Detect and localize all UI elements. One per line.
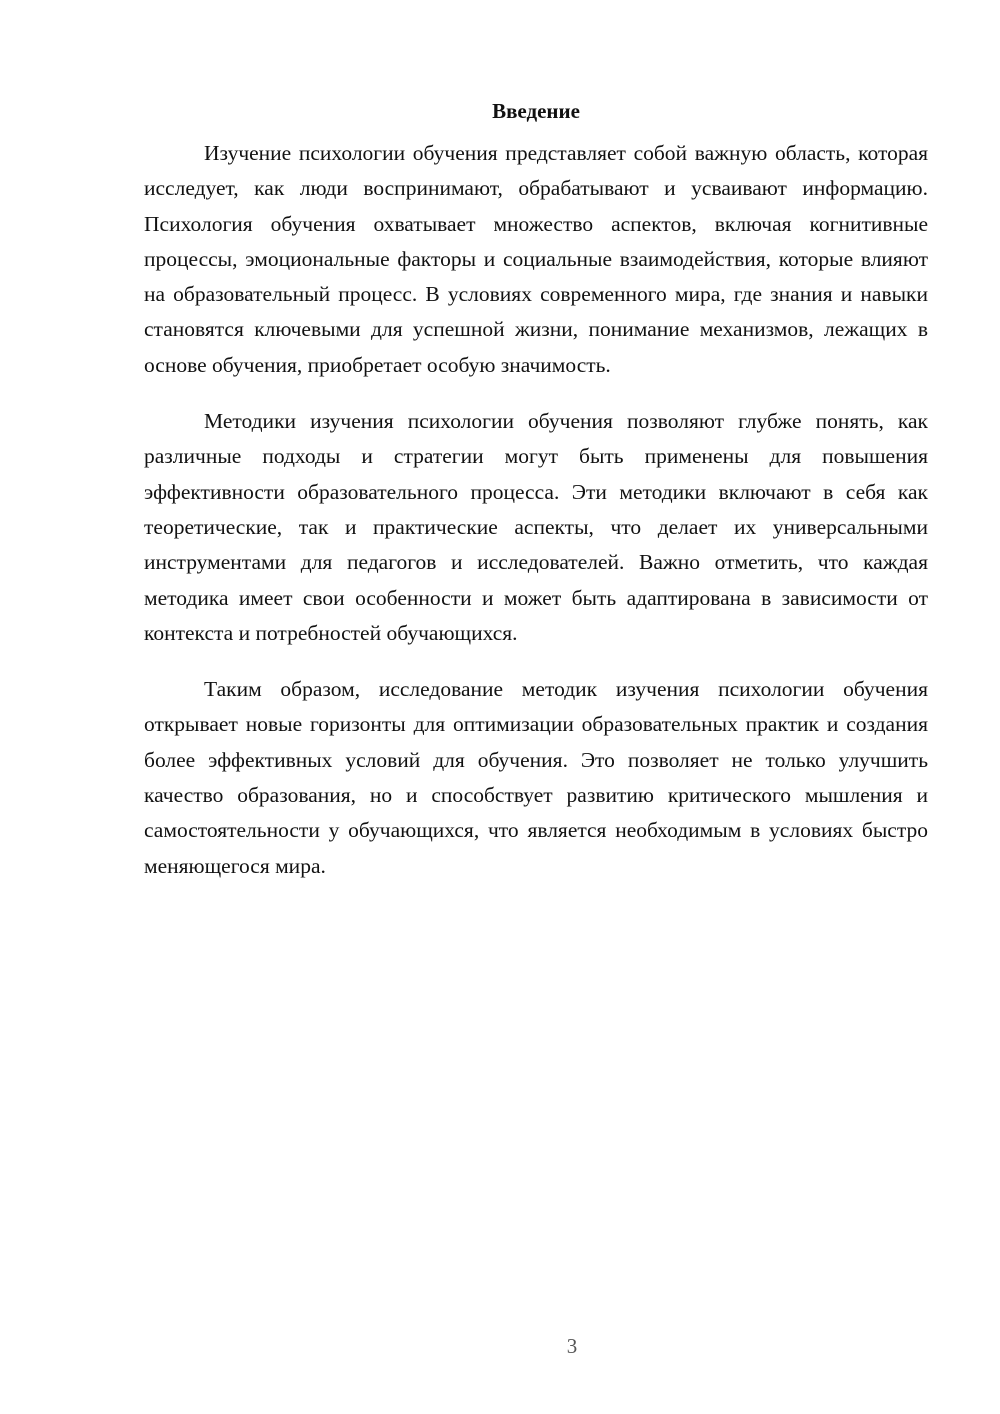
page-number: 3 bbox=[566, 1334, 578, 1358]
paragraph-1: Изучение психологии обучения представляет собой важную область, которая исследует, как люди воспринимают, обрабатывают и усваивают информацию. Психология обучения охватывает множество аспектов, включая когнитивные процессы, эмоциональные факторы и социальные взаимодействия, которые влияют на образовательный процесс. В условиях современного мира, где знания и навыки становятся ключевыми для успешной жизни, понимание механизмов, лежащих в основе обучения, приобретает особую значимость. bbox=[144, 141, 928, 377]
paragraph-3: Таким образом, исследование методик изучения психологии обучения открывает новые горизонты для оптимизации образовательных практик и создания более эффективных условий для обучения. Это позволяет не только улучшить качество образования, но и способствует развитию критического мышления и самостоятельности у обучающихся, что является необходимым в условиях быстро меняющегося мира. bbox=[144, 677, 928, 878]
section-heading: Введение bbox=[492, 99, 580, 123]
paragraph-2: Методики изучения психологии обучения позволяют глубже понять, как различные подходы и стратегии могут быть применены для повышения эффективности образовательного процесса. Эти методики включают в себя как теоретические, так и практические аспекты, что делает их универсальными инструментами для педагогов и исследователей. Важно отметить, что каждая методика имеет свои особенности и может быть адаптирована в зависимости от контекста и потребностей обучающихся. bbox=[144, 409, 928, 645]
page-content bbox=[144, 96, 928, 905]
